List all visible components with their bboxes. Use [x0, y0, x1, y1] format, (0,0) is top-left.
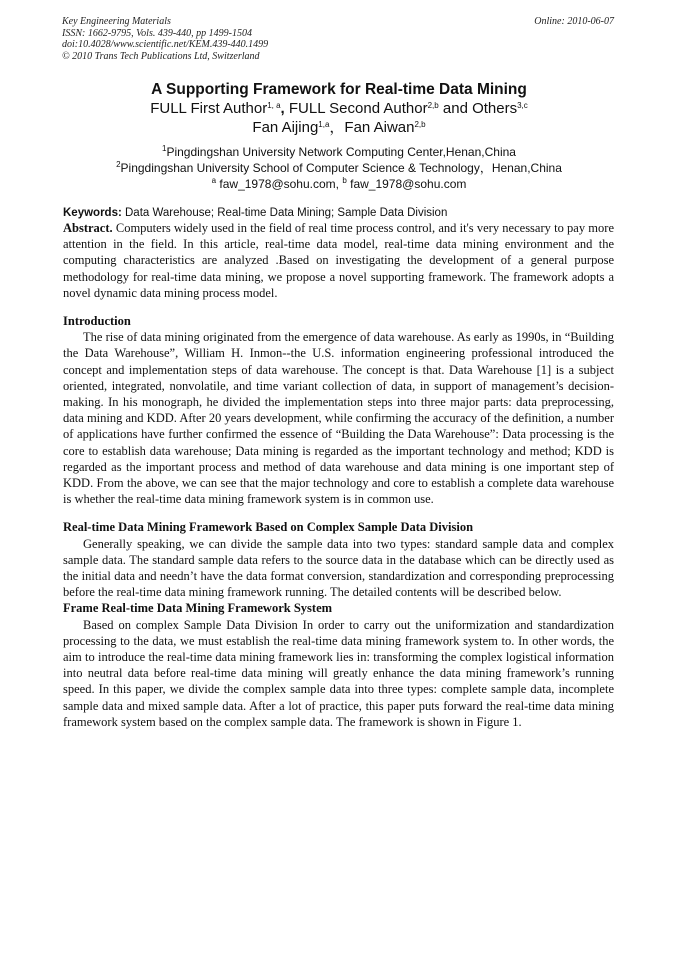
author-name-2: Fan Aiwan [344, 119, 415, 136]
author-3-sup: 3,c [517, 101, 528, 110]
affiliation-2 [40, 160, 638, 176]
author-1-sup: 1, a [267, 101, 281, 110]
affiliation-1 [40, 144, 638, 160]
realtime-framework-paragraph: Generally speaking, we can divide the sample data into two types: standard sample data and complex sample data. The standard sample data refers to the source data in the database which can be directly used as the initial data and needn’t have the data format conversion, standardization and corresponding preprocessing before the real-time data mining framework running. The detailed contents will be described below. [63, 536, 614, 600]
copyright-line: © 2010 Trans Tech Publications Ltd, Switzerland [62, 50, 260, 62]
email-b-sup: b [342, 176, 347, 185]
email-b[interactable]: faw_1978@sohu.com [346, 177, 467, 191]
affiliation-2-text: Pingdingshan University School of Computer Science & Technology，Henan,China [120, 161, 562, 175]
introduction-paragraph: The rise of data mining originated from the emergence of data warehouse. As early as 1990s, in “Building the Data Warehouse”, William H. Inmon--the U.S. information engineering professional introduced the concept and implementation steps of data warehouse. The concept is that. Data Warehouse [1] is a subject oriented, integrated, nonvolatile, and time variant collection of data, in support of management’s decision-making. In his monograph, he divided the implementation steps into three major parts: data preprocessing, data mining and KDD. After 20 years development, while confirming the accuracy of the definition, a number of applications have further confirmed the essence of “Building the Data Warehouse”: Data processing is the core to establish data warehouse; Data mining is regarded as the important technology and method; KDD is regarded as the important process and method of data warehouse and data mining is one important step of KDD. From the above, we can see that the major technology and core to establish a complete data warehouse is whether the real-time data mining framework system is in common use. [63, 330, 614, 507]
journal-name: Key Engineering Materials [62, 16, 171, 27]
keywords [63, 206, 614, 220]
online-date: Online: 2010-06-07 [534, 16, 614, 27]
affiliation-1-text: Pingdingshan University Network Computing Center,Henan,China [166, 145, 516, 159]
journal-meta [62, 16, 268, 62]
author-name-1-sup: 1,a [318, 120, 330, 129]
frame-paragraph: Based on complex Sample Data Division In order to carry out the uniformization and standardization processing to the data, we must establish the real-time data mining framework system to. In other words, the aim to introduce the real-time data mining framework lies in: transforming the complex logistical information into neutral data before real-time data mining will greatly enhance the data mining framework’s running speed. In this paper, we divide the complex sample data into three types: complete sample data, incomplete sample data and mixed sample data. After a lot of practice, this paper puts forward the real-time data mining framework system based on the complex sample data. The framework is shown in Figure 1. [63, 617, 614, 729]
email-a[interactable]: faw_1978@sohu.com, [216, 177, 343, 191]
author-line-2 [40, 118, 638, 138]
paper-body [63, 206, 614, 730]
abstract-label: Abstract. [63, 221, 113, 235]
author-2: FULL Second Author [288, 100, 428, 117]
title-block [40, 80, 638, 192]
affiliation-2-sup: 2 [116, 160, 121, 169]
doi-line[interactable]: doi:10.4028/www.scientific.net/KEM.439-440.1499 [62, 39, 269, 50]
email-line [40, 176, 638, 192]
author-line [40, 99, 638, 118]
author-3: Others [472, 100, 518, 117]
abstract [63, 220, 614, 301]
author-1: FULL First Author [150, 100, 268, 117]
author-name-1: Fan Aijing [252, 119, 319, 136]
email-a-sup: a [211, 176, 217, 185]
author-name-sep: ， [329, 119, 345, 136]
author-2-sup: 2,b [427, 101, 439, 110]
abstract-text: Computers widely used in the field of real time process control, and it's very necessary to pay more attention in the field. In this article, real-time data model, real-time data mining environment and the computing characteristics are analyzed .Based on investigating the development of a general purpose methodology for real-time data mining, we propose a novel supporting framework. The framework adopts a novel dynamic data mining process model. [63, 221, 614, 300]
paper-title: A Supporting Framework for Real-time Data Mining [151, 81, 527, 98]
keywords-text: Data Warehouse; Real-time Data Mining; Sample Data Division [121, 207, 448, 219]
author-sep-2: and [438, 100, 473, 117]
keywords-label: Keywords: [63, 207, 122, 219]
issn-line: ISSN: 1662-9795, Vols. 439-440, pp 1499-1504 [62, 27, 252, 39]
author-name-2-sup: 2,b [414, 120, 426, 129]
subsection-heading-frame: Frame Real-time Data Mining Framework System [63, 601, 333, 616]
author-sep-1: , [280, 100, 289, 117]
section-heading-realtime-framework: Real-time Data Mining Framework Based on Complex Sample Data Division [63, 520, 474, 535]
affiliation-1-sup: 1 [162, 144, 167, 153]
section-heading-introduction: Introduction [63, 314, 131, 329]
